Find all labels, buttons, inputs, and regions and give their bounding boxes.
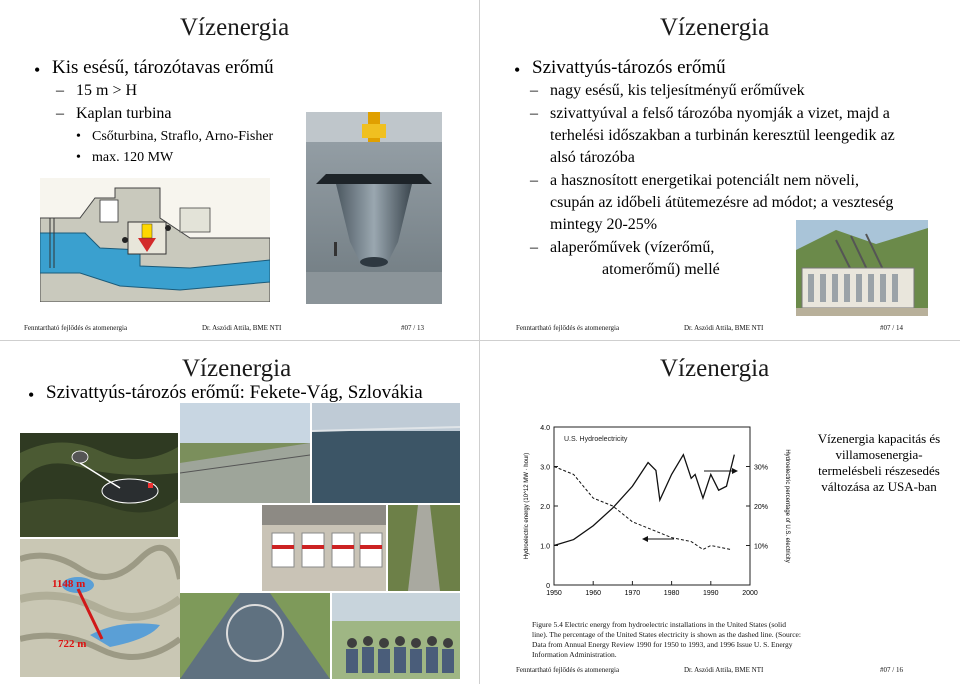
hydroelectricity-chart [514,413,800,613]
y-tick-label: 3.0 [540,464,550,472]
figure-caption-line: Figure 5.4 Electric energy from hydroelectric installations in the United States (solid [532,620,786,629]
y-tick-label: 0 [546,583,550,590]
bullet-dash: – [530,172,538,189]
y2-tick-label: 10% [754,543,769,551]
x-tick-label: 1960 [585,590,601,597]
bullet-dash: – [56,82,64,99]
bullet-text: atomerőmű) mellé [602,261,720,278]
bullet-dash: – [530,105,538,122]
y-tick-label: 4.0 [540,425,550,432]
footer-right: #07 / 16 [880,666,903,674]
x-tick-label: 1980 [663,590,680,597]
y-tick-label: 1.0 [540,543,550,551]
x-tick-label: 2000 [742,590,758,597]
slide-14 [480,0,960,340]
figure-caption-line: Data from Annual Energy Review 1990 for 1950 to 1993, and 1996 Issue U. S. Energy [532,640,793,649]
footer-center: Dr. Aszódi Attila, BME NTI [202,324,282,332]
map-label-upper: 1148 m [52,578,86,590]
bullet-dot: • [28,385,35,405]
slide-title: Vízenergia [660,355,770,382]
footer-left: Fenntartható fejlődés és atomenergia [24,324,128,332]
chart-title: U.S. Hydroelectricity [564,436,628,443]
caption-line: termelésbeli részesedés [818,463,940,478]
turbine-cross-section-diagram [40,178,270,302]
x-tick-label: 1970 [624,590,641,597]
bullet-text: szivattyúval a felső tározóba nyomják a vizet, majd a [550,105,890,122]
slide-caption [804,431,954,495]
bullet-text: csupán az időbeli átütemezésre ad módot; a veszteség [550,194,894,211]
bullet-text: alaperőművek (vízerőmű, [550,239,715,256]
bullet-text: mintegy 20-25% [550,216,658,233]
bullet-text: Csőturbina, Straflo, Arno-Fisher [92,129,274,144]
turbine-hall-photo [262,505,386,591]
bullet-dot: • [76,129,81,144]
y2-tick-label: 30% [754,464,769,472]
bullet-text: 15 m > H [76,82,138,99]
bullet-dot: • [34,60,41,80]
footer-right: #07 / 13 [401,324,424,332]
bullet-text: alsó tározóba [550,149,635,166]
bullet-text: Szivattyús-tározós erőmű [532,57,726,78]
y-tick-label: 2.0 [540,504,550,511]
slide-subtitle: Szivattyús-tározós erőmű: Fekete-Vág, Szlovákia [46,382,423,403]
x-tick-label: 1990 [703,590,719,597]
figure-caption-line: line). The percentage of the United States electricity is shown as the dashed line. (Source: [532,630,801,639]
footer-left: Fenntartható fejlődés és atomenergia [516,324,620,332]
slide-15 [0,341,479,684]
caption-line: Vízenergia kapacitás és [817,431,941,446]
satellite-map-photo [20,433,178,537]
bullet-text: a hasznosított energetikai potenciált nem növeli, [550,172,859,189]
footer-right: #07 / 14 [880,324,903,332]
slide-title: Vízenergia [180,14,290,41]
chart-frame [554,427,750,585]
pumped-storage-plant-photo [796,220,928,316]
figure-caption-line: Information Administration. [532,650,617,659]
footer-center: Dr. Aszódi Attila, BME NTI [684,324,764,332]
bullet-dash: – [56,105,64,122]
upper-reservoir-embankment-photo [180,403,310,503]
bullet-dash: – [530,82,538,99]
group-photo [332,593,460,679]
slide-16 [480,341,960,684]
footer-center: Dr. Aszódi Attila, BME NTI [684,666,764,674]
bullet-dot: • [76,150,81,165]
caption-line: változása az USA-ban [821,479,937,494]
slide-title: Vízenergia [660,14,770,41]
bullet-text: nagy esésű, kis teljesítményű erőművek [550,82,805,99]
kaplan-turbine-photo [306,112,442,304]
bullet-dot: • [514,60,521,80]
chart-svg [514,413,800,613]
canal-photo [180,593,330,679]
topographic-map [20,539,180,677]
bullet-dash: – [530,239,538,256]
reservoir-water-photo [312,403,460,503]
spillway-photo [388,505,460,591]
slide-title: Vízenergia [182,355,292,382]
map-label-lower: 722 m [58,638,87,650]
bullet-text: Kaplan turbina [76,105,172,122]
x-tick-label: 1950 [546,590,562,597]
slide-13 [0,0,479,340]
y2-axis-label: Hydroelectric percentage of U.S. electricity [784,449,790,563]
bullet-text: Kis esésű, tározótavas erőmű [52,57,274,78]
y-axis-label: Hydroelectric energy (10^12 MW · hour) [524,452,530,560]
bullet-text: terhelési időszakban a turbinán keresztül leengedik az [550,127,895,144]
footer-left: Fenntartható fejlődés és atomenergia [516,666,620,674]
caption-line: villamosenergia- [835,447,923,462]
y2-tick-label: 20% [754,504,769,511]
bullet-text: max. 120 MW [92,150,174,165]
